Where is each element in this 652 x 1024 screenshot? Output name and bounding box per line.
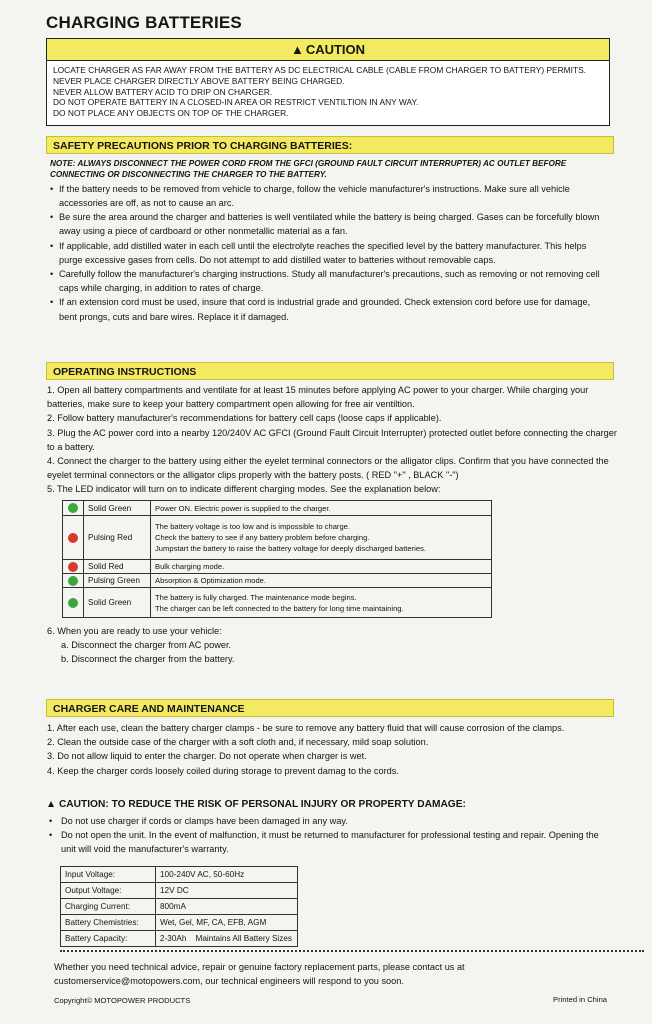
operating-step: 6. When you are ready to use your vehicle: [47,626,222,636]
caution-line: DO NOT PLACE ANY OBJECTS ON TOP OF THE CHARGER. [53,108,289,119]
led-desc-line: The battery voltage is too low and is impossible to charge. [155,522,351,531]
led-row [63,516,492,560]
led-desc [151,574,492,588]
safety-section [50,158,610,324]
spec-key: Output Voltage: [61,883,156,899]
led-cell [63,588,84,618]
operating-substep: b. Disconnect the charger from the battery. [61,654,235,665]
operating-step6 [47,624,607,667]
led-green-pulse-icon [68,576,78,586]
spec-key: Charging Current: [61,899,156,915]
spec-key: Battery Chemistries: [61,915,156,931]
care-caution-heading [46,798,466,812]
led-mode: Solid Red [84,560,151,574]
led-cell [63,516,84,560]
operating-substep: a. Disconnect the charger from AC power. [61,640,232,651]
led-desc-line: Absorption & Optimization mode. [155,576,267,585]
printed-in: Printed in China [553,995,608,1004]
safety-note: NOTE: ALWAYS DISCONNECT THE POWER CORD FROM THE GFCI (GROUND FAULT CIRCUIT INTERRUPTER) AC OUTLET BEFORE CONNECTING OR DISCONNECTING THE CHARGER TO THE BATTERY. [50,159,567,180]
caution-line: NEVER ALLOW BATTERY ACID TO DRIP ON CHARGER. [53,86,273,97]
safety-heading: SAFETY PRECAUTIONS PRIOR TO CHARGING BATTERIES: [46,136,614,154]
led-green-icon [68,503,78,513]
footer-line: Whether you need technical advice, repair or genuine factory replacement parts, please contact us at [54,962,465,972]
safety-bullet: • If an extension cord must be used, insure that cord is industrial grade and grounded. Check extension cord before use for damage, bent prongs, cuts and bare wires. Replace it if damaged. [50,295,610,323]
led-desc-line: The charger can be left connected to the battery for long time maintaining. [155,603,404,613]
caution-line: NEVER PLACE CHARGER DIRECTLY ABOVE BATTERY BEING CHARGED. [53,75,345,86]
spec-value: Wet, Gel, MF, CA, EFB, AGM [156,915,298,931]
page-title: CHARGING BATTERIES [46,13,242,32]
led-row [63,501,492,516]
led-green-icon [68,598,78,608]
spec-value: 2-30Ah Maintains All Battery Sizes [156,931,298,947]
care-step: 1. After each use, clean the battery charger clamps - be sure to remove any battery fluid that will cause corrosion of the clamps. [47,723,565,733]
care-step: 4. Keep the charger cords loosely coiled during storage to prevent damag to the cords. [47,765,399,776]
spec-row [61,867,298,883]
spec-row [61,915,298,931]
care-caution-text: CAUTION: TO REDUCE THE RISK OF PERSONAL INJURY OR PROPERTY DAMAGE: [58,799,466,810]
led-mode: Pulsing Red [84,516,151,560]
led-desc-line: Bulk charging mode. [155,562,225,571]
footer-line: customerservice@motopowers.com, our technical engineers will respond to you soon. [54,976,404,986]
care-steps [47,721,607,778]
care-step: 2. Clean the outside case of the charger with a soft cloth and, if necessary, mild soap solution. [47,737,429,748]
led-red-icon [68,562,78,572]
warning-icon: ▲ [46,799,57,810]
spec-value: 800mA [156,899,298,915]
spec-key: Battery Capacity: [61,931,156,947]
led-desc [151,588,492,618]
operating-step: 3. Plug the AC power cord into a nearby 120/240V AC GFCI (Ground Fault Circuit Interrupter) protected outlet before connecting the charger to a battery. [47,427,617,452]
operating-step: 1. Open all battery compartments and ventilate for at least 15 minutes before applying AC power to your charger. While charging your batteries, make sure to keep your battery compartment open allowing for free air ventiltion. [47,385,589,410]
caution-lines [47,61,609,119]
care-bullet: • Do not use charger if cords or clamps have been damaged in any way. [49,814,609,828]
dotted-divider [60,950,644,952]
spec-value: 12V DC [156,883,298,899]
care-bullet: • Do not open the unit. In the event of malfunction, it must be returned to manufacturer for professional testing and repair. Opening the unit will void the manufacturer's warranty. [49,828,609,856]
caution-heading [47,39,609,61]
spec-key: Input Voltage: [61,867,156,883]
spec-row [61,931,298,947]
care-bullets [49,814,609,857]
caution-line: LOCATE CHARGER AS FAR AWAY FROM THE BATTERY AS DC ELECTRICAL CABLE (CABLE FROM CHARGER TO BATTERY) PERMITS. [53,65,586,75]
led-cell [63,501,84,516]
led-desc-line: The battery is fully charged. The maintenance mode begins. [155,592,357,602]
led-desc [151,501,492,516]
spec-row [61,883,298,899]
operating-heading: OPERATING INSTRUCTIONS [46,362,614,380]
caution-heading-text: CAUTION [305,42,366,57]
safety-bullet: • Be sure the area around the charger and batteries is well ventilated while the battery is being charged. Gases can be forcefully blown away using a piece of cardboard or other nonmetallic material as a fan. [50,210,610,238]
copyright: Copyright© MOTOPOWER PRODUCTS [54,996,191,1005]
led-mode: Pulsing Green [84,574,151,588]
operating-step: 2. Follow battery manufacturer's recommendations for battery cell caps (loose caps if applicable). [47,413,442,424]
safety-bullet: • If the battery needs to be removed from vehicle to charge, follow the vehicle manufacturer's instructions. Make sure all vehicle accessories are off, as not to cause an arc. [50,182,610,210]
led-desc-line: Jumpstart the battery to raise the battery voltage for deeply discharged batteries. [155,544,426,553]
led-row [63,560,492,574]
led-desc [151,560,492,574]
footer-contact [54,960,465,988]
caution-line: DO NOT OPERATE BATTERY IN A CLOSED-IN AREA OR RESTRICT VENTILTION IN ANY WAY. [53,97,419,108]
led-cell [63,560,84,574]
led-desc-line: Power ON. Electric power is supplied to the charger. [155,503,331,513]
led-indicator-table [62,500,492,618]
care-step: 3. Do not allow liquid to enter the charger. Do not operate when charger is wet. [47,751,367,762]
spec-table [60,866,298,947]
spec-row [61,899,298,915]
caution-box [46,38,610,126]
warning-icon: ▲ [290,42,304,57]
operating-step: 5. The LED indicator will turn on to indicate different charging modes. See the explanation below: [47,484,441,495]
led-desc-line: Check the battery to see if any battery problem before charging. [155,533,370,542]
led-mode: Solid Green [84,588,151,618]
led-cell [63,574,84,588]
led-desc [151,516,492,560]
led-row [63,574,492,588]
spec-value: 100-240V AC, 50-60Hz [156,867,298,883]
led-row [63,588,492,618]
care-heading: CHARGER CARE AND MAINTENANCE [46,699,614,717]
safety-bullet: • If applicable, add distilled water in each cell until the electrolyte reaches the specified level by the battery manufacturer. This helps purge excessive gases from cells. Do not attempt to add distilled water to batteries without removable caps. [50,239,610,267]
safety-bullet: • Carefully follow the manufacturer's charging instructions. Study all manufacturer's precautions, such as removing or not removing cell caps while charging, in addition to rates of charge. [50,267,610,295]
operating-step: 4. Connect the charger to the battery using either the eyelet terminal connectors or the alligator clips. Confirm that you have connected the eyelet terminal connectors or the alligator clips properly with the battery posts. ( RED "+" , BLACK "-") [47,456,609,481]
led-red-pulse-icon [68,533,78,543]
operating-steps [47,383,617,497]
led-mode: Solid Green [84,501,151,516]
